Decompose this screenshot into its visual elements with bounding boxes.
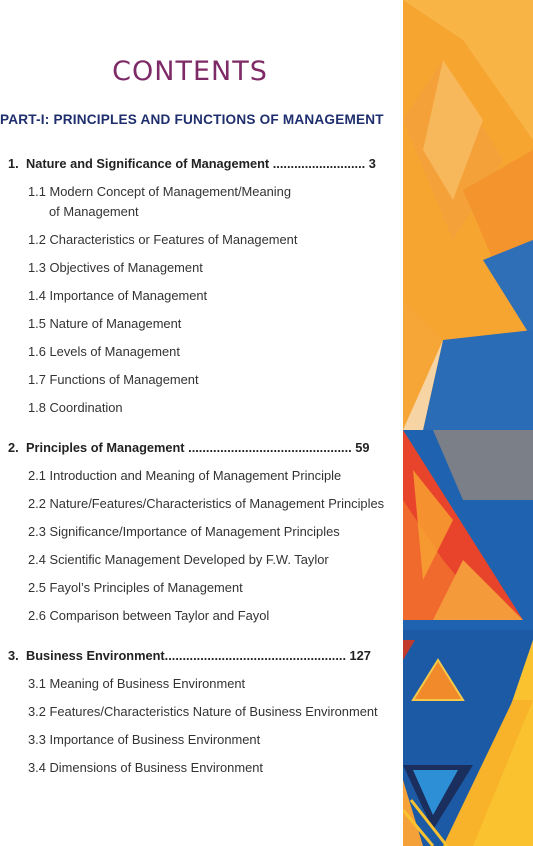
chapter-title: Nature and Significance of Management	[26, 156, 270, 171]
page-number: 59	[351, 440, 370, 455]
dot-leader: ...................................................	[164, 648, 346, 663]
topic-1-5[interactable]: 1.5 Nature of Management	[28, 316, 182, 331]
chapter-2-entry[interactable]	[8, 440, 369, 455]
page-number: 127	[346, 648, 371, 663]
topic-label-continuation: of Management	[49, 204, 139, 219]
topic-3-3[interactable]: 3.3 Importance of Business Environment	[28, 732, 261, 747]
topic-2-6[interactable]: 2.6 Comparison between Taylor and Fayol	[28, 608, 270, 623]
topic-1-7[interactable]: 1.7 Functions of Management	[28, 372, 199, 387]
topic-1-6[interactable]: 1.6 Levels of Management	[28, 344, 180, 359]
topic-1-1[interactable]	[28, 182, 328, 222]
chapter-1-entry[interactable]	[8, 156, 376, 171]
topic-2-5[interactable]: 2.5 Fayol’s Principles of Management	[28, 580, 243, 595]
topic-1-4[interactable]: 1.4 Importance of Management	[28, 288, 208, 303]
chapter-number: 1.	[8, 156, 19, 171]
topic-2-1[interactable]: 2.1 Introduction and Meaning of Management Principle	[28, 468, 342, 483]
topic-2-4[interactable]: 2.4 Scientific Management Developed by F.W. Taylor	[28, 552, 329, 567]
topic-1-3[interactable]: 1.3 Objectives of Management	[28, 260, 203, 275]
topic-3-2[interactable]: 3.2 Features/Characteristics Nature of Business Environment	[28, 704, 378, 719]
topic-1-2[interactable]: 1.2 Characteristics or Features of Management	[28, 232, 298, 247]
contents-heading: CONTENTS	[112, 56, 268, 87]
decorative-side-panel	[403, 0, 533, 846]
dot-leader: ..........................	[269, 156, 366, 171]
chapter-title: Business Environment	[26, 648, 165, 663]
chapter-title: Principles of Management	[26, 440, 185, 455]
chapter-number: 2.	[8, 440, 19, 455]
page-number: 3	[365, 156, 376, 171]
topic-label: 1.1 Modern Concept of Management/Meaning	[28, 184, 291, 199]
topic-1-8[interactable]: 1.8 Coordination	[28, 400, 123, 415]
chapter-number: 3.	[8, 648, 19, 663]
part-title: PART-I: PRINCIPLES AND FUNCTIONS OF MANAGEMENT	[0, 112, 384, 127]
topic-3-1[interactable]: 3.1 Meaning of Business Environment	[28, 676, 246, 691]
topic-3-4[interactable]: 3.4 Dimensions of Business Environment	[28, 760, 264, 775]
topic-2-3[interactable]: 2.3 Significance/Importance of Management Principles	[28, 524, 340, 539]
chapter-3-entry[interactable]	[8, 648, 371, 663]
topic-2-2[interactable]: 2.2 Nature/Features/Characteristics of Management Principles	[28, 496, 385, 511]
dot-leader: ..............................................	[184, 440, 352, 455]
